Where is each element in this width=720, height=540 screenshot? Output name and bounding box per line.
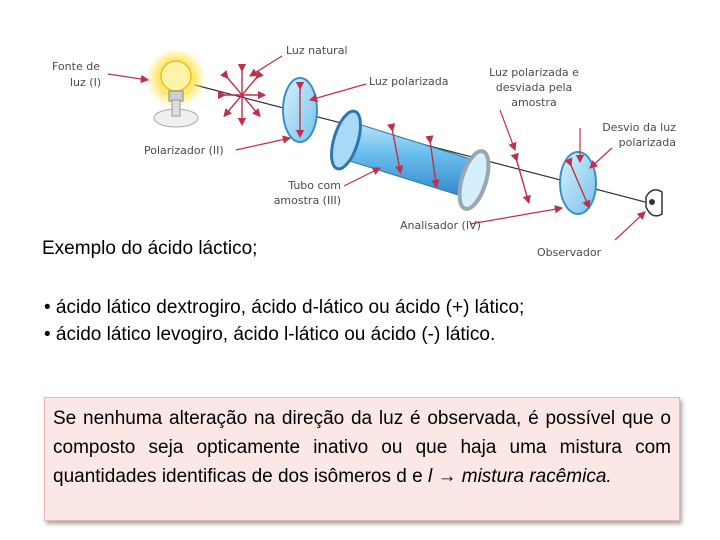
deviated-light-arrows (516, 158, 528, 200)
light-source-bulb-icon (146, 48, 206, 127)
label-observer: Observador (537, 246, 602, 259)
label-deviation-2: polarizada (618, 136, 676, 149)
label-deviation-1: Desvio da luz (602, 121, 676, 134)
natural-light-arrows (222, 68, 262, 122)
note-italic-l: l (427, 466, 433, 487)
bullet-list (44, 294, 524, 348)
label-polarizer: Polarizador (II) (144, 144, 224, 157)
bullet-levogiro: • ácido lático levogiro, ácido l-lático ou ácido (-) lático. (44, 324, 496, 345)
label-polarized-light: Luz polarizada (369, 75, 449, 88)
label-deviated-light-2: desviada pela (495, 81, 573, 94)
analyzer-disc (560, 152, 596, 214)
note-text: Se nenhuma alteração na direção da luz é observada, é possível que o composto seja opticamente inativo ou que haja uma mistura com quantidades identificas de dos isômeros d e (53, 408, 671, 487)
observer-eye-icon (646, 190, 662, 216)
label-tube-1: Tubo com (288, 179, 341, 192)
label-light-source-2: luz (I) (70, 76, 102, 89)
label-analyzer: Analisador (IV) (400, 219, 481, 232)
label-deviated-light-3: amostra (511, 96, 557, 109)
polarizer-disc (283, 78, 317, 142)
sample-tube (326, 108, 494, 212)
label-deviated-light-1: Luz polarizada e (489, 66, 579, 79)
label-light-source-1: Fonte de (52, 60, 100, 73)
label-natural-light: Luz natural (286, 44, 348, 57)
note-arrow-icon: → (437, 466, 457, 487)
label-tube-2: amostra (III) (273, 194, 341, 207)
note-italic-racemic: mistura racêmica. (461, 466, 612, 487)
bullet-dextrogiro: • ácido lático dextrogiro, ácido d-lático ou ácido (+) lático; (44, 297, 525, 318)
diagram-caption: Exemplo do ácido láctico; (42, 238, 258, 259)
racemic-note-box (44, 397, 680, 521)
